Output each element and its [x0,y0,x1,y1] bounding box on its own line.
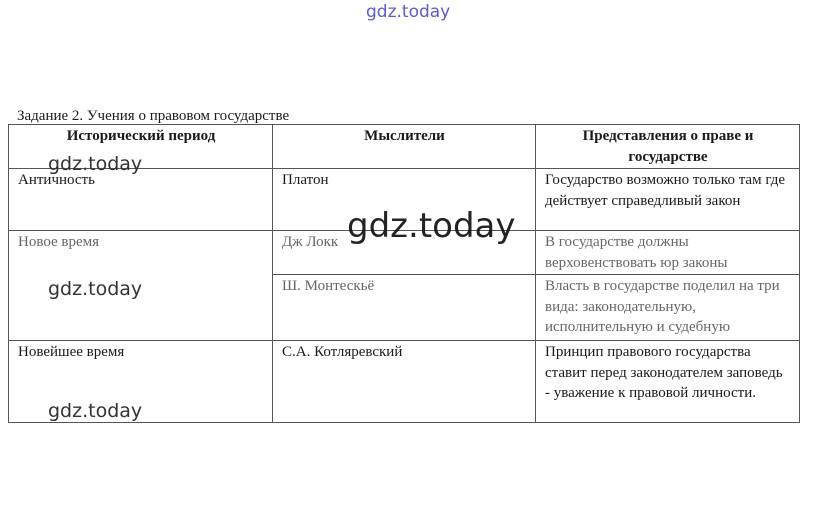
cell-idea: Власть в государстве поделил на три вида: законодательную, исполнительную и судебную [536,275,800,341]
cell-period: Новое время [9,231,273,341]
watermark-center: gdz.today [347,206,516,246]
cell-period: Античность [9,169,273,231]
cell-thinker: Ш. Монтескьё [273,275,536,341]
cell-idea: Принцип правового государства ставит перед законодателем заповедь - уважение к правовой личности. [536,341,800,423]
watermark-left-1: gdz.today [48,153,143,175]
header-ideas: Представления о праве и государстве [536,125,800,169]
cell-thinker: Дж Локк [273,231,536,275]
watermark-left-2: gdz.today [48,278,143,300]
cell-period: Новейшее время [9,341,273,423]
cell-thinker: Платон [273,169,536,231]
assignment-caption: Задание 2. Учения о правовом государстве [17,108,290,124]
cell-idea: Государство возможно только там где действует справедливый закон [536,169,800,231]
cell-idea: В государстве должны верховенствовать юр законы [536,231,800,275]
header-thinkers: Мыслители [273,125,536,169]
watermark-left-3: gdz.today [48,400,143,422]
header-period: Исторический период [9,125,273,169]
watermark-top: gdz.today [366,2,451,22]
cell-thinker: С.А. Котляревский [273,341,536,423]
